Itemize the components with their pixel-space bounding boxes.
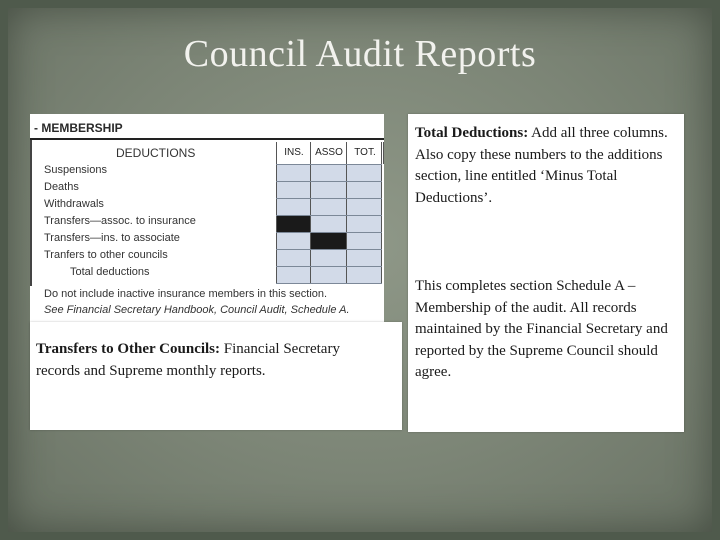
completion-paragraph: This completes section Schedule A – Membership of the audit. All records maintained by the Financial Secretary and reported by the Supreme Council should agree. xyxy=(415,278,668,380)
deduction-row-label: Tranfers to other councils xyxy=(44,249,168,261)
deductions-header: DEDUCTIONS xyxy=(116,146,196,160)
deduction-row-label: Transfers—ins. to associate xyxy=(44,232,180,244)
column-header: TOT. xyxy=(346,142,384,164)
grid-row-line xyxy=(276,283,382,284)
grid-row-line xyxy=(276,266,382,267)
deduction-row-label: Deaths xyxy=(44,181,79,193)
slide-title: Council Audit Reports xyxy=(183,33,537,75)
total-deductions-heading: Total Deductions: xyxy=(415,125,529,141)
membership-form-image xyxy=(30,114,384,322)
column-header: INS. xyxy=(276,142,311,164)
deduction-row-label: Withdrawals xyxy=(44,198,104,210)
grid-row-line xyxy=(276,164,382,165)
section-label: - MEMBERSHIP xyxy=(34,121,123,135)
grid-row-line xyxy=(276,249,382,250)
form-note: Do not include inactive insurance members in this section. xyxy=(44,288,328,300)
deduction-row-label: Suspensions xyxy=(44,164,107,176)
transfers-heading: Transfers to Other Councils: xyxy=(36,341,221,357)
grid-row-line xyxy=(276,198,382,199)
deduction-row-label: Total deductions xyxy=(70,266,150,278)
transfers-text-box xyxy=(30,322,402,430)
total-deductions-text: Add all three columns. Also copy these numbers to the additions section, line entitled ‘Minus Total Deductions’. xyxy=(415,125,668,206)
deductions-text-box xyxy=(408,114,684,432)
column-header: ASSO xyxy=(310,142,347,164)
shaded-cell xyxy=(277,216,310,232)
deductions-grid xyxy=(276,142,382,284)
total-deductions-paragraph xyxy=(415,123,683,209)
transfers-paragraph xyxy=(36,339,376,382)
deduction-row-label: Transfers—assoc. to insurance xyxy=(44,215,196,227)
form-left-border xyxy=(30,140,32,286)
form-top-rule xyxy=(30,138,384,140)
form-reference-note: See Financial Secretary Handbook, Council Audit, Schedule A. xyxy=(44,304,350,316)
shaded-cell xyxy=(311,233,346,249)
transfers-text: Financial Secretary records and Supreme monthly reports. xyxy=(36,341,340,379)
section-label-text: MEMBERSHIP xyxy=(41,121,123,135)
grid-row-line xyxy=(276,181,382,182)
